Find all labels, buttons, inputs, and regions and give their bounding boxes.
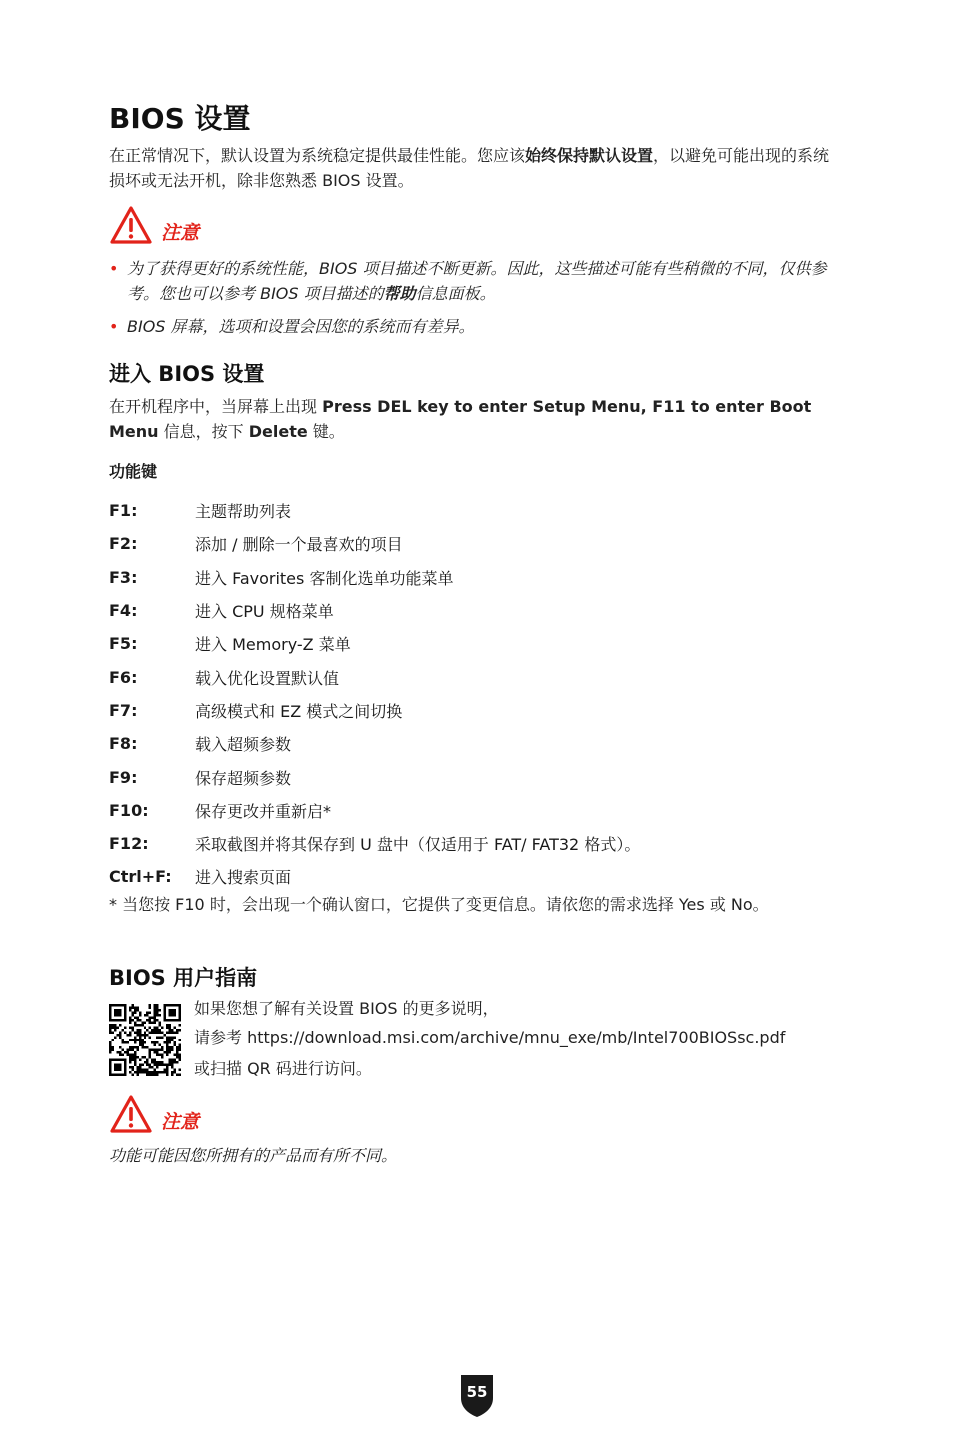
bullet-dot: • bbox=[109, 317, 119, 336]
warning-icon bbox=[109, 1094, 153, 1134]
function-key: F2: bbox=[109, 534, 138, 554]
function-key-row bbox=[109, 627, 849, 660]
guide-line: 如果您想了解有关设置 BIOS 的更多说明， bbox=[194, 999, 499, 1018]
warning-icon bbox=[109, 205, 153, 245]
note-bullets bbox=[109, 256, 849, 339]
function-key: F4: bbox=[109, 601, 138, 621]
note-text: 功能可能因您所拥有的产品而有所不同。 bbox=[109, 1146, 398, 1165]
function-key-description: 进入 Memory-Z 菜单 bbox=[195, 635, 351, 655]
guide-line: 或扫描 QR 码进行访问。 bbox=[194, 1059, 372, 1078]
function-key: F7: bbox=[109, 700, 138, 720]
function-key: Ctrl+F: bbox=[109, 867, 172, 887]
function-key-description: 进入搜索页面 bbox=[195, 868, 292, 888]
intro-bold: 始终保持默认设置 bbox=[525, 146, 654, 165]
function-key: F8: bbox=[109, 734, 138, 754]
page-number-badge bbox=[458, 1372, 496, 1418]
function-key: F1: bbox=[109, 501, 138, 521]
function-key: F9: bbox=[109, 767, 138, 787]
intro-text: 在正常情况下，默认设置为系统稳定提供最佳性能。您应该 bbox=[109, 146, 526, 165]
function-key-row bbox=[109, 727, 849, 760]
function-key: F3: bbox=[109, 567, 138, 587]
function-key-description: 保存更改并重新启* bbox=[195, 801, 332, 821]
enter-bios-paragraph: 在开机程序中，当屏幕上出现 Press DEL key to enter Setup Menu, F11 to enter Boot Menu 信息，按下 Delete 键。 bbox=[109, 397, 812, 441]
list-item bbox=[109, 256, 849, 306]
page-title: BIOS 设置 bbox=[109, 102, 251, 135]
function-key-row bbox=[109, 527, 849, 560]
bullet-text: BIOS 屏幕，选项和设置会因您的系统而有差异。 bbox=[127, 317, 475, 336]
guide-line: 请参考 https://download.msi.com/archive/mnu_exe/mb/Intel700BIOSsc.pdf bbox=[194, 1028, 786, 1047]
intro-paragraph bbox=[109, 143, 839, 193]
function-key-description: 主题帮助列表 bbox=[195, 502, 292, 522]
function-key-description: 添加 / 删除一个最喜欢的项目 bbox=[195, 535, 403, 555]
function-key-row bbox=[109, 827, 849, 860]
function-key-row bbox=[109, 561, 849, 594]
section-heading-enter-bios: 进入 BIOS 设置 bbox=[109, 362, 265, 386]
list-item bbox=[109, 314, 849, 339]
section-heading-user-guide: BIOS 用户指南 bbox=[109, 966, 258, 990]
function-key-description: 载入优化设置默认值 bbox=[195, 668, 340, 688]
function-key-description: 进入 CPU 规格菜单 bbox=[195, 602, 334, 622]
user-guide-text bbox=[194, 996, 894, 1081]
function-key-description: 载入超频参数 bbox=[195, 735, 292, 755]
function-key-description: 采取截图并将其保存到 U 盘中（仅适用于 FAT/ FAT32 格式）。 bbox=[195, 835, 641, 855]
function-key-row bbox=[109, 494, 849, 527]
qr-code bbox=[109, 1004, 181, 1076]
footnote: * 当您按 F10 时，会出现一个确认窗口，它提供了变更信息。请依您的需求选择 Yes 或 No。 bbox=[109, 895, 769, 914]
function-key: F6: bbox=[109, 667, 138, 687]
note-callout-1 bbox=[109, 205, 199, 245]
bullet-text: 为了获得更好的系统性能，BIOS 项目描述不断更新。因此，这些描述可能有些稍微的不同，仅供参考。您也可以参考 BIOS 项目描述的帮助信息面板。 bbox=[127, 259, 827, 303]
function-key-description: 高级模式和 EZ 模式之间切换 bbox=[195, 701, 403, 721]
bullet-dot: • bbox=[109, 259, 119, 278]
function-key: F12: bbox=[109, 834, 149, 854]
function-key-row bbox=[109, 860, 849, 893]
guide-url-link[interactable]: https://download.msi.com/archive/mnu_exe/mb/Intel700BIOSsc.pdf bbox=[247, 1028, 786, 1047]
function-keys-heading: 功能键 bbox=[109, 462, 158, 481]
function-key-row bbox=[109, 594, 849, 627]
function-key-description: 保存超频参数 bbox=[195, 768, 292, 788]
function-key-list bbox=[109, 494, 849, 894]
function-key-row bbox=[109, 660, 849, 693]
function-key-row bbox=[109, 760, 849, 793]
note-label: 注意 bbox=[161, 1111, 200, 1133]
intro-text-end: ，以避免可能出现的系统损坏或无法开机，除非您熟悉 BIOS 设置。 bbox=[109, 146, 830, 190]
function-key-description: 进入 Favorites 客制化选单功能菜单 bbox=[195, 568, 454, 588]
note-callout-2 bbox=[109, 1094, 199, 1134]
function-key: F5: bbox=[109, 634, 138, 654]
function-key-row bbox=[109, 694, 849, 727]
function-key-row bbox=[109, 794, 849, 827]
note-label: 注意 bbox=[161, 222, 200, 244]
function-key: F10: bbox=[109, 800, 149, 820]
page-number: 55 bbox=[466, 1383, 488, 1401]
